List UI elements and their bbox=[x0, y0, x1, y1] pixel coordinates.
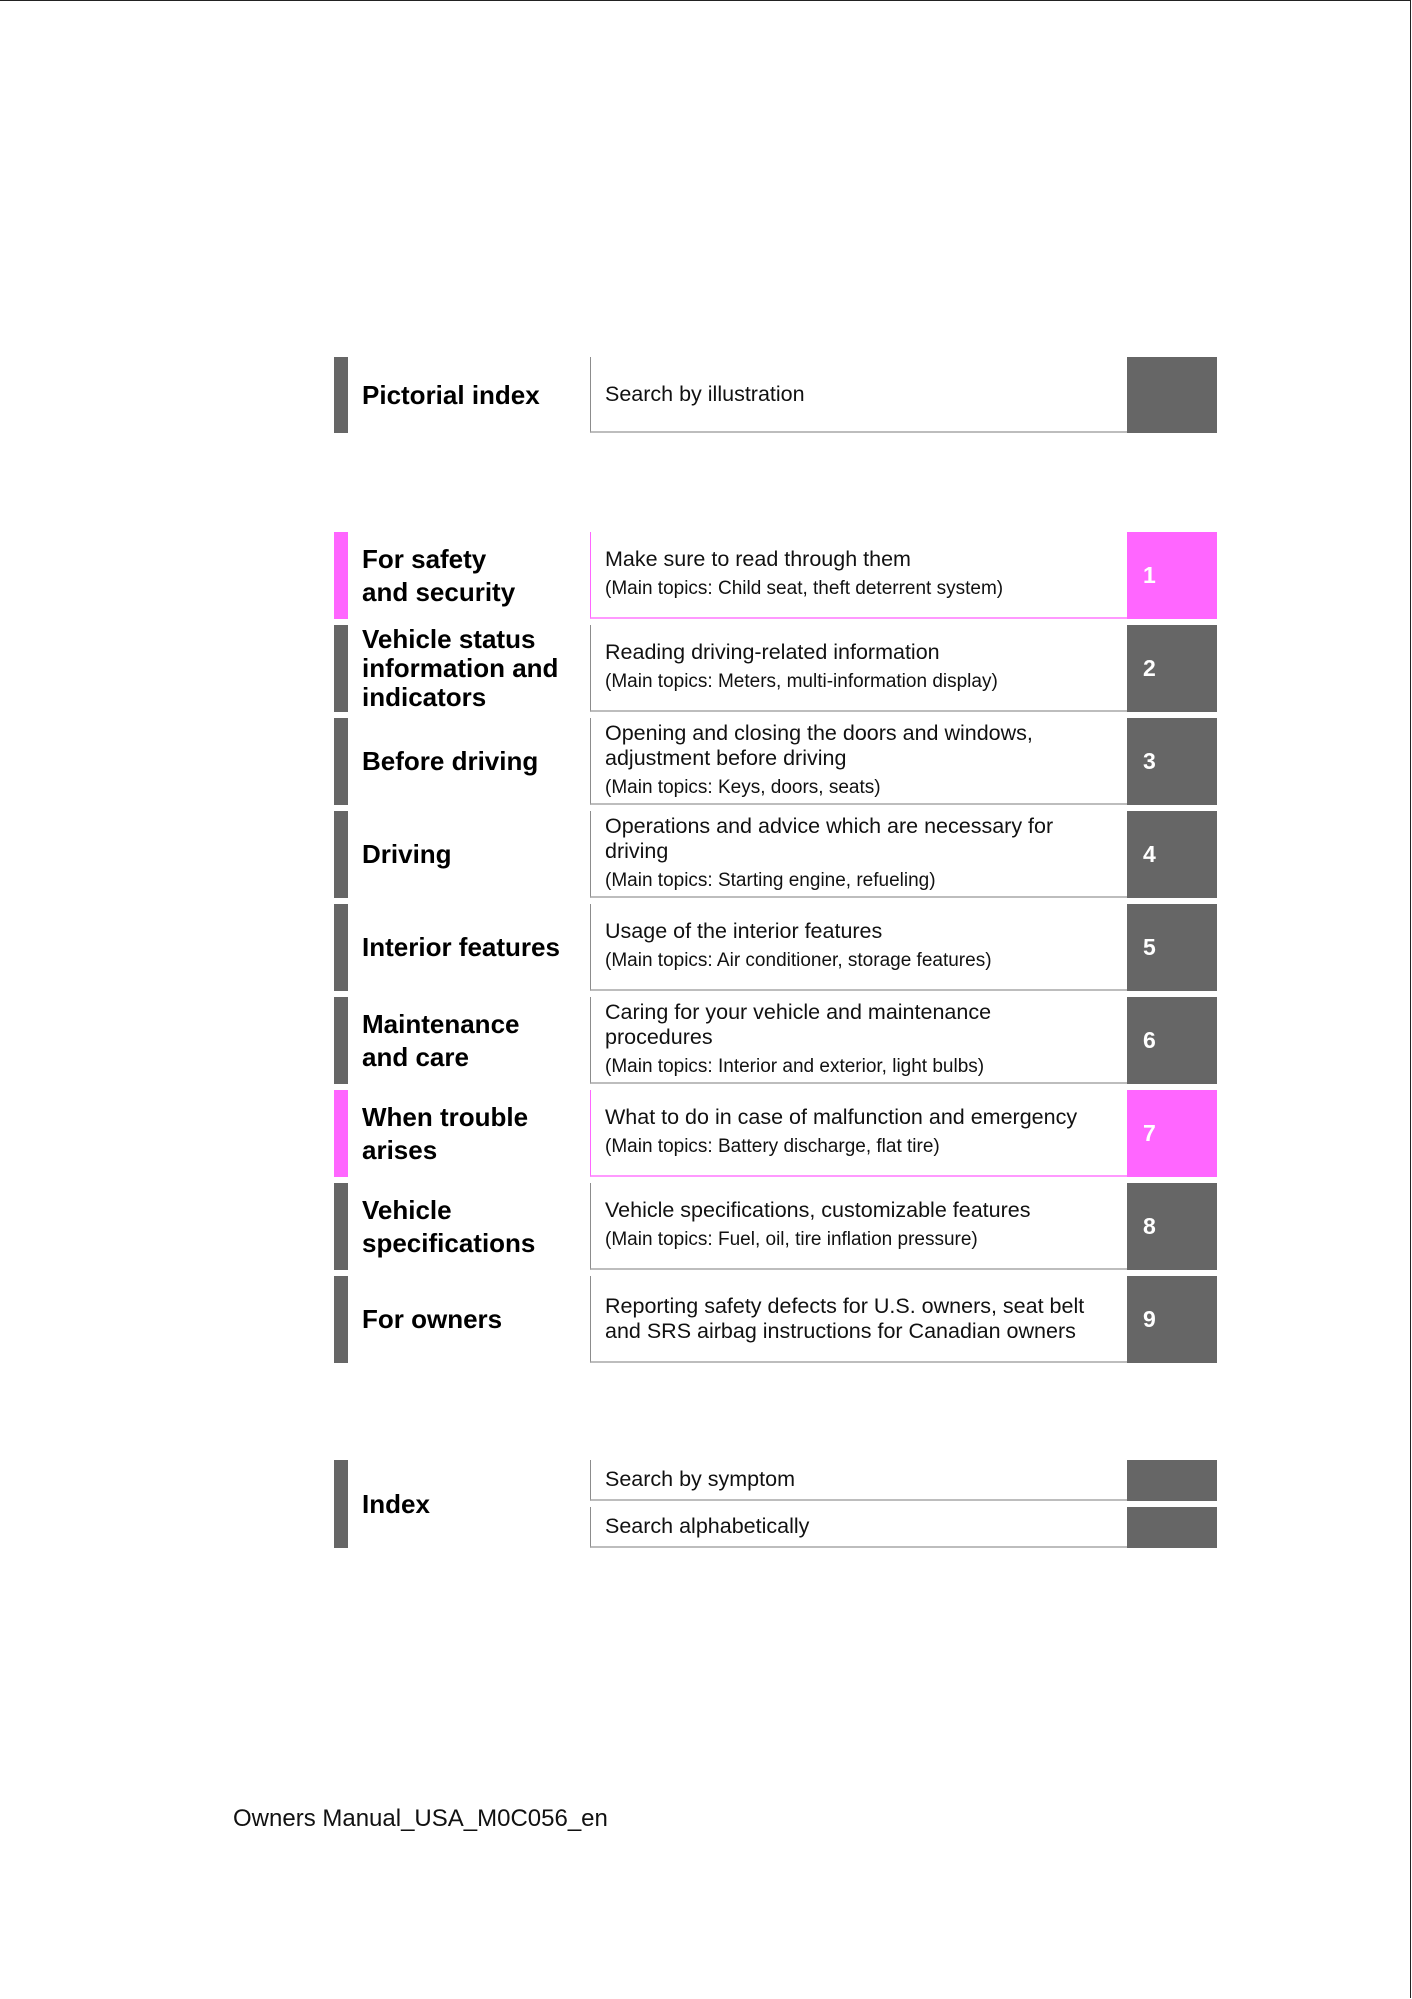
section-main-topics: (Main topics: Fuel, oil, tire inflation pressure) bbox=[605, 1229, 978, 1250]
section-row[interactable] bbox=[334, 811, 1217, 898]
section-main-topics: (Main topics: Battery discharge, flat tire) bbox=[605, 1136, 940, 1157]
index-symptom-tab[interactable] bbox=[1127, 1460, 1217, 1501]
section-main-topics: (Main topics: Keys, doors, seats) bbox=[605, 776, 881, 798]
section-description bbox=[590, 718, 1127, 805]
section-title bbox=[362, 904, 594, 991]
section-title-line: Maintenance bbox=[362, 1008, 520, 1039]
section-tab[interactable] bbox=[1127, 1183, 1217, 1270]
section-title-line: arises bbox=[362, 1134, 438, 1165]
section-tab[interactable] bbox=[1127, 625, 1217, 712]
section-description-line: Make sure to read through them bbox=[605, 547, 911, 571]
section-bar bbox=[334, 625, 348, 712]
section-main-topics: (Main topics: Child seat, theft deterrent system) bbox=[605, 578, 1004, 599]
section-tab[interactable] bbox=[1127, 718, 1217, 805]
document-footer: Owners Manual_USA_M0C056_en bbox=[233, 1805, 608, 1832]
section-row[interactable] bbox=[334, 1276, 1217, 1363]
section-title-line: information and bbox=[362, 653, 559, 683]
section-row[interactable] bbox=[334, 1183, 1217, 1270]
section-bar bbox=[334, 811, 348, 898]
section-description-line: Caring for your vehicle and maintenance bbox=[605, 999, 992, 1024]
section-bar bbox=[334, 357, 348, 433]
section-row[interactable] bbox=[334, 1090, 1217, 1177]
section-description bbox=[590, 1276, 1127, 1363]
section-description-line: What to do in case of malfunction and emergency bbox=[605, 1105, 1078, 1129]
section-description bbox=[590, 357, 1127, 433]
section-bar bbox=[334, 904, 348, 991]
section-number: 5 bbox=[1143, 934, 1156, 960]
section-title-line: Vehicle bbox=[362, 1194, 452, 1225]
section-row[interactable] bbox=[334, 904, 1217, 991]
section-number: 1 bbox=[1143, 562, 1156, 588]
section-title bbox=[362, 1090, 594, 1177]
section-bar bbox=[334, 1460, 348, 1548]
section-title-line: Driving bbox=[362, 839, 452, 869]
section-description-line: Search by illustration bbox=[605, 381, 805, 406]
section-description-line: Reporting safety defects for U.S. owners, seat belt bbox=[605, 1293, 1085, 1318]
pictorial-index-row[interactable] bbox=[334, 357, 1217, 433]
section-tab[interactable] bbox=[1127, 1276, 1217, 1363]
section-title-line: Vehicle status bbox=[362, 624, 536, 654]
section-tab[interactable] bbox=[1127, 532, 1217, 619]
section-description-line: Reading driving-related information bbox=[605, 640, 940, 664]
section-description bbox=[590, 997, 1127, 1084]
section-description-line: Vehicle specifications, customizable features bbox=[605, 1198, 1031, 1222]
section-main-topics: (Main topics: Interior and exterior, light bulbs) bbox=[605, 1055, 985, 1077]
section-title bbox=[362, 357, 594, 433]
section-row[interactable] bbox=[334, 997, 1217, 1084]
section-tab[interactable] bbox=[1127, 1090, 1217, 1177]
index-row bbox=[334, 1460, 1217, 1548]
section-title bbox=[362, 1460, 594, 1548]
section-tab[interactable] bbox=[1127, 811, 1217, 898]
section-title-line: Pictorial index bbox=[362, 379, 540, 410]
section-title-line: For owners bbox=[362, 1304, 503, 1334]
section-main-topics: (Main topics: Starting engine, refueling) bbox=[605, 869, 936, 891]
section-description-line: driving bbox=[605, 838, 669, 863]
section-title bbox=[362, 811, 594, 898]
section-title bbox=[362, 718, 594, 805]
section-description-line: Operations and advice which are necessary for bbox=[605, 813, 1054, 838]
section-number: 7 bbox=[1143, 1120, 1156, 1146]
section-row[interactable] bbox=[334, 718, 1217, 805]
section-main-topics: (Main topics: Air conditioner, storage features) bbox=[605, 950, 992, 971]
section-number: 3 bbox=[1143, 748, 1156, 774]
index-item-label: Search by symptom bbox=[605, 1467, 795, 1491]
section-description bbox=[590, 625, 1127, 712]
section-description-line: procedures bbox=[605, 1024, 713, 1049]
section-title bbox=[362, 1183, 594, 1270]
section-title bbox=[362, 1276, 594, 1363]
section-description bbox=[590, 1090, 1127, 1177]
section-title-line: specifications bbox=[362, 1227, 536, 1258]
section-bar bbox=[334, 718, 348, 805]
section-title bbox=[362, 625, 594, 712]
section-row[interactable] bbox=[334, 532, 1217, 619]
section-bar bbox=[334, 1276, 348, 1363]
section-title-line: and security bbox=[362, 576, 516, 607]
index-alphabetical-link[interactable] bbox=[590, 1507, 1127, 1548]
section-tab[interactable] bbox=[1127, 997, 1217, 1084]
index-alphabetical-tab[interactable] bbox=[1127, 1507, 1217, 1548]
section-description-line: and SRS airbag instructions for Canadian owners bbox=[605, 1318, 1076, 1343]
section-number: 6 bbox=[1143, 1027, 1156, 1053]
section-description bbox=[590, 1183, 1127, 1270]
section-number: 2 bbox=[1143, 655, 1156, 681]
section-main-topics: (Main topics: Meters, multi-information display) bbox=[605, 671, 998, 692]
section-number: 4 bbox=[1143, 841, 1156, 867]
section-description bbox=[590, 904, 1127, 991]
section-title-line: and care bbox=[362, 1041, 469, 1072]
index-symptom-link[interactable] bbox=[590, 1460, 1127, 1501]
section-description bbox=[590, 532, 1127, 619]
section-description-line: Usage of the interior features bbox=[605, 919, 883, 943]
section-bar bbox=[334, 1090, 348, 1177]
section-row[interactable] bbox=[334, 625, 1217, 712]
section-title-line: indicators bbox=[362, 682, 487, 712]
section-number: 8 bbox=[1143, 1213, 1156, 1239]
section-bar bbox=[334, 1183, 348, 1270]
section-description-line: adjustment before driving bbox=[605, 745, 847, 770]
section-tab[interactable] bbox=[1127, 904, 1217, 991]
section-title-line: When trouble bbox=[362, 1101, 529, 1132]
section-number: 9 bbox=[1143, 1306, 1156, 1332]
section-title bbox=[362, 997, 594, 1084]
section-title-line: Index bbox=[362, 1488, 430, 1519]
section-bar bbox=[334, 997, 348, 1084]
section-title-line: Interior features bbox=[362, 932, 560, 962]
section-bar bbox=[334, 532, 348, 619]
section-title-line: Before driving bbox=[362, 746, 539, 776]
section-description-line: Opening and closing the doors and windows, bbox=[605, 720, 1033, 745]
section-title bbox=[362, 532, 594, 619]
section-title-line: For safety bbox=[362, 543, 487, 574]
section-tab[interactable] bbox=[1127, 357, 1217, 433]
index-item-label: Search alphabetically bbox=[605, 1514, 810, 1538]
section-description bbox=[590, 811, 1127, 898]
